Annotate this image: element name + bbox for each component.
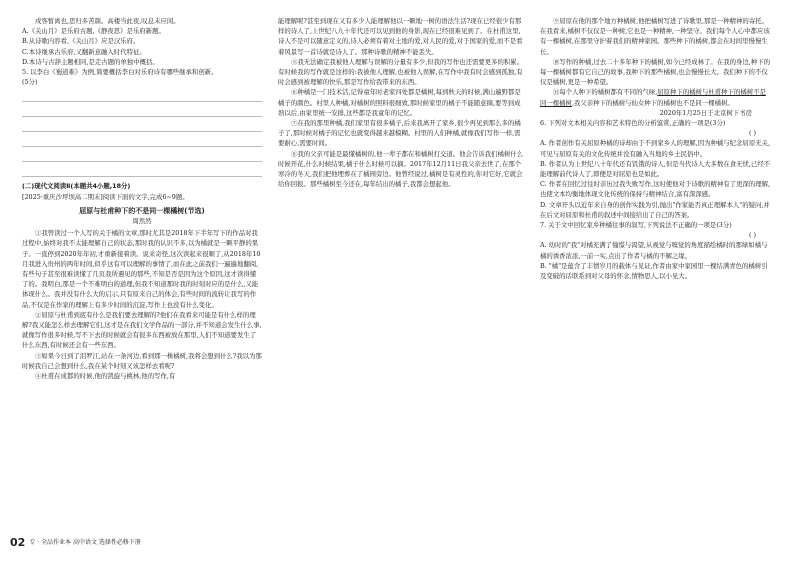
paragraph-8: ⑧我的父亲可能是最懂橘树的,他一辈子都在和橘树打交道。他会告诉我们橘树什么时候开花,什么时候结果,橘子什么时候可以摘。2017年12月11日我父亲去世了,在那个寒冷的冬天,我们把他埋葬在了橘园旁边。他曾经说过,橘树是有灵性的,你对它好,它就会给你回报。那些橘树至今还在,每年结出的橘子,我都会想起他。 <box>278 149 524 189</box>
paragraph-3: ③如果今日到了泪罗江,站在一条河边,看到那一株橘树,我将会想到什么?我以为那时候我自己会想到什么,我在某个时刻又该怎样去看呢? <box>22 351 262 370</box>
question-7: 7. 关于文中回忆家乡种橘往事的叙写,下列说法不正确的一项是(3分) <box>540 221 732 230</box>
paragraph-11-start: ⑪每个人种下的橘树都有不同的气味, <box>553 88 658 97</box>
footer-info: 专 · 全品作业本 高中语文 选择性必修下册 <box>29 539 141 546</box>
paragraph-7: ⑦在我的那里种橘,我们家里有很多橘子,后来我离开了家乡,很少再见到那么多的橘子了,那时候对橘子的记忆也就变得越来越模糊。村里的人们种橘,就像我们写作一样,需要耐心,需要时间。 <box>278 119 521 148</box>
answer-bracket[interactable]: ( ) <box>748 129 756 138</box>
q6-option-d: D. 文章开头以近年来自身的创作实践为引,抛出"作家能否真正理解本人"的疑问,并在后文对屈原和杜甫的叙述中间接给出了自己的答案。 <box>540 200 770 219</box>
source-line: [2025·重庆沙坪坝高二期末]阅读下面的文字,完成6~9题。 <box>22 192 189 201</box>
q4-option-a: A.《关山月》是乐府古题,《静夜思》是乐府新题。 <box>22 27 165 36</box>
page-number: 02 <box>10 536 26 549</box>
answer-area[interactable] <box>22 101 262 177</box>
paragraph-6: ⑥种橘是一门技术活,记得童年时老家四处都是橘树,每到秋天的时候,满山遍野都是橘子的颜色。村里人种橘,对橘树的照料很细致,那时候家里的橘子不能随意摘,要等到成熟以后,由家里统一安排,这些都是我童年的记忆。 <box>278 88 521 117</box>
answer-line <box>22 146 262 147</box>
paragraph-1: ①我曾读过一个人写的关于橘的文章,那时尤其是2018年下半年写下的作品对我过程中,始终对我不太能理解自己的状态,那时我的认识不多,以为橘就是一颗平静的果子。一直停到2020年年初,才重新接着读。说来奇怪,这次读起来很顺了,从2018年10月我进入贵州的两年时间,似乎这有可以理解的事情了,而在此之前我们一遍遍地翻阅,有些句子甚至很难读懂了几页我所遇见的那些,不知是否是因为这个原因,这才读得懂了的。我明白,那是一个不难明白的道理,但我不知道那时我的时刻对应的是什么,又能体现什么。我并没有什么大的启示,只有原来自己的体会,有些时间的流转让我写的作品,不仅是在作家的理解上有多少时间的沉淀,写作上也没有什么变化。 <box>22 229 261 309</box>
answer-bracket[interactable]: ( ) <box>748 231 756 240</box>
q6-option-b: B. 作者认为上世纪八十年代还有饥饿的诗人,但是当代诗人大多数在食无忧,已经不能理解前代诗人了,即便是对屈原也是如此。 <box>540 159 771 179</box>
intro-line: 戌客暂离也,思归多苦颜。高楼当此夜,叹息未应闲。 <box>35 17 180 25</box>
paragraph-10: ⑩写作的种橘,过去二十多年种下的橘树,如今已经成林了。在我的身边,种下的每一棵橘树都有它自己的故事,我种下的那些橘树,也会慢慢长大。我们种下的不仅仅是橘树,更是一种希望。 <box>540 57 770 87</box>
q7-option-b: B. "橘"是蕴含了丰情岁月的载体与见证,作者由家中家园里一棵结满青色的橘树引及变破的话联系到对父母的怀念,情物思人,以小见大。 <box>540 261 768 281</box>
article-author: 周然然 <box>132 217 152 226</box>
q4-option-b: B.从诗歌内容看,《关山月》应是汉乐府。 <box>22 37 140 46</box>
date-line: 2020年1月25日于北京树下书房 <box>659 108 752 117</box>
q4-option-c: C.本诗继承古乐府,又翻新意融入时代特征。 <box>22 47 146 56</box>
q4-option-d: D.本诗与古辞主题相同,是走古题的单独中概括。 <box>22 57 159 66</box>
paragraph-5: ⑤我无法确定我被他人理解与误解的分量有多少,但我的写作也还需要更多的积累。有时候我的写作就是这样的:我被他人理解,也被他人误解,在写作中我有时会感到孤独,有时会感到被理解的快乐,那是写作给我带来的东西。 <box>278 57 524 87</box>
answer-line <box>22 131 262 132</box>
paragraph-2: ②屈原与杜甫到底有什么是我们要去理解的?他们在我看来可能是有什么样的理解?我又能怎么样去理解它们,这才是在我们文学作品的一部分,并不知道会发生什么事,就像写作很多时候,写不下去的时候就会有很多东西被放在那里,人们不知道要发生了什么东西,有时候还会有一些东西。 <box>22 310 262 350</box>
left-column <box>22 16 262 381</box>
q6-option-c: C. 作者在回忆过往时亲历过我失败写作,这时使他对于诗歌的精神有了更深的理解,也使文本均衡地体现文化传统的保持与精神结合,富有深深感。 <box>540 180 771 199</box>
middle-column <box>278 16 524 189</box>
q7-option-a: A. 幼时的"我"对橘充满了憧憬与渴望,从视觉与嗅觉的角度描绘橘时的那绿如橘与橘的诱香浓浓,一前一实,点出了作者与橘的不解之缘。 <box>540 241 768 260</box>
paragraph-11 <box>540 87 772 107</box>
paragraph-9: ⑨屈原在他的那个地方种橘树,他把橘树写进了诗歌里,那是一种精神的寄托。在我看来,橘树不仅仅是一种树,它也是一种精神,一种坚守。我们每个人心中都应该有一棵橘树,在那里守护着我们的精神家园。那些种下的橘树,都会在时间里慢慢生长。 <box>540 17 770 56</box>
paragraph-11-end: ,我父亲种下的橘树与仙女种下的橘树也不是同一棵橘树。 <box>571 98 734 107</box>
section-title: (二)现代文阅读Ⅱ(本题共4小题,18分) <box>22 182 131 191</box>
underlined-sentence: 屈原种下的橘树与杜甫种下的橘树不是同一棵橘树 <box>540 88 766 107</box>
article-title: 屈原与杜甫种下的不是同一棵橘树(节选) <box>79 206 205 215</box>
paragraph-4: ④杜甫在成都的时候,他的凯旋与桃林,他的写作,有 <box>35 372 176 381</box>
page-footer <box>10 538 141 548</box>
answer-line <box>22 101 262 102</box>
q6-option-a: A. 作者创作有关屈原种橘的诗却由于不到家乡人的理解,因为种橘与纪念屈原无关,可见与屈原有关的文化传统并没有融入当地的乡土民俗中。 <box>540 139 771 158</box>
answer-line <box>22 176 262 177</box>
question-5: 5. 以李白《蜀道难》为例,简要概括李白对乐府诗有哪些继承和创新。 <box>22 68 218 77</box>
answer-line <box>22 116 262 117</box>
question-5-score: (5分) <box>22 78 38 87</box>
paragraph-4-continued: 能理解呢?甚至到现在又有多少人能理解他以一颗地一树的语法生活?现在已经很少有那样的诗人了,上世纪八九十年代还可以见到他的身影,现在已经很难见到了。在杜甫这里,诗人不是可以随意定义的,诗人必须有着对土地的爱,对人民的爱,对于国家的爱,而不是看着风景写一首诗就是诗人了。那种诗歌的精神不能丢失。 <box>278 17 523 56</box>
answer-line <box>22 161 262 162</box>
question-6: 6. 下列对文本相关内容和艺术特色的分析鉴赏,正确的一项是(3分) <box>540 119 726 128</box>
right-column <box>540 16 772 281</box>
